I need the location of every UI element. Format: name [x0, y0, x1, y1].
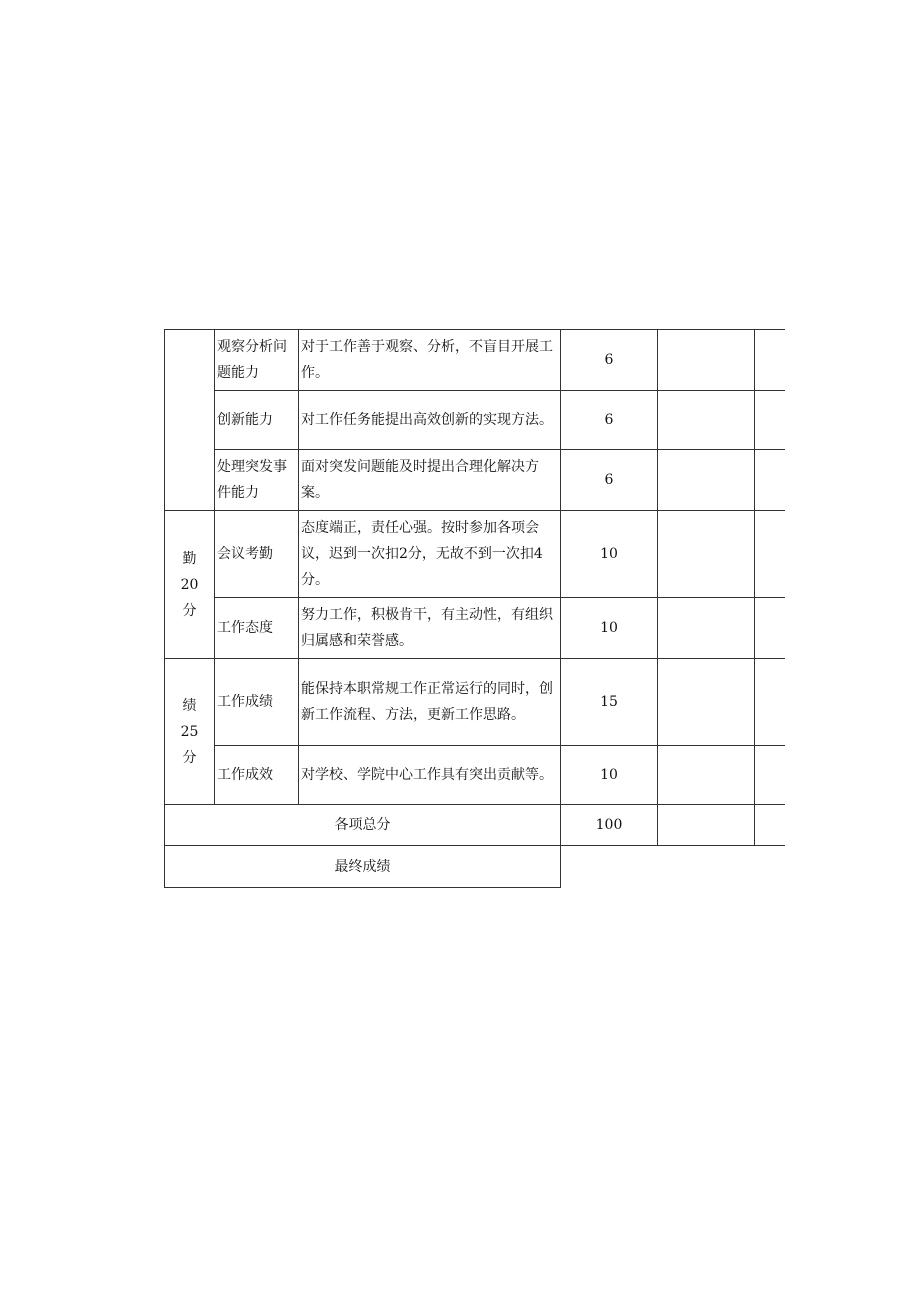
description-cell: 对学校、学院中心工作具有突出贡献等。 — [299, 746, 561, 805]
score-cell: 6 — [561, 450, 658, 511]
category-char: 绩 — [182, 697, 197, 714]
rating-cell — [755, 450, 785, 511]
item-cell: 会议考勤 — [215, 511, 299, 598]
final-label: 最终成绩 — [165, 846, 561, 888]
item-cell: 工作成效 — [215, 746, 299, 805]
description-cell: 努力工作，积极肯干，有主动性，有组织归属感和荣誉感。 — [299, 598, 561, 659]
category-unit: 分 — [182, 602, 197, 619]
total-score: 100 — [561, 805, 658, 846]
table-row — [165, 659, 785, 746]
rating-cell — [658, 330, 755, 391]
item-cell: 观察分析问题能力 — [215, 330, 299, 391]
description-cell: 对于工作善于观察、分析，不盲目开展工作。 — [299, 330, 561, 391]
rating-cell — [658, 450, 755, 511]
category-cell-ability — [165, 330, 215, 511]
rating-cell — [755, 805, 785, 846]
item-cell: 工作态度 — [215, 598, 299, 659]
score-cell: 15 — [561, 659, 658, 746]
rating-cell — [755, 330, 785, 391]
score-cell: 6 — [561, 391, 658, 450]
description-cell: 能保持本职常规工作正常运行的同时，创新工作流程、方法，更新工作思路。 — [299, 659, 561, 746]
description-cell: 对工作任务能提出高效创新的实现方法。 — [299, 391, 561, 450]
score-cell: 10 — [561, 598, 658, 659]
rating-cell — [658, 511, 755, 598]
table-row — [165, 450, 785, 511]
table-row — [165, 511, 785, 598]
rating-cell — [755, 511, 785, 598]
evaluation-table — [164, 329, 785, 888]
category-score: 20 — [180, 576, 199, 593]
item-cell: 处理突发事件能力 — [215, 450, 299, 511]
category-cell-ji — [165, 659, 215, 805]
score-cell: 10 — [561, 746, 658, 805]
category-score: 25 — [180, 723, 199, 740]
table-row — [165, 391, 785, 450]
score-cell: 6 — [561, 330, 658, 391]
table-row — [165, 598, 785, 659]
rating-cell — [658, 659, 755, 746]
total-row — [165, 805, 785, 846]
final-row — [165, 846, 785, 888]
category-cell-qin — [165, 511, 215, 659]
rating-cell — [755, 746, 785, 805]
category-unit: 分 — [182, 749, 197, 766]
rating-cell — [658, 805, 755, 846]
rating-cell — [755, 659, 785, 746]
description-cell: 面对突发问题能及时提出合理化解决方案。 — [299, 450, 561, 511]
description-cell: 态度端正，责任心强。按时参加各项会议，迟到一次扣2分，无故不到一次扣4分。 — [299, 511, 561, 598]
rating-cell — [658, 598, 755, 659]
item-cell: 工作成绩 — [215, 659, 299, 746]
table-row — [165, 746, 785, 805]
item-cell: 创新能力 — [215, 391, 299, 450]
category-char: 勤 — [182, 550, 197, 567]
rating-cell — [755, 391, 785, 450]
score-cell: 10 — [561, 511, 658, 598]
table-row — [165, 330, 785, 391]
total-label: 各项总分 — [165, 805, 561, 846]
rating-cell — [658, 746, 755, 805]
rating-cell — [658, 391, 755, 450]
rating-cell — [755, 598, 785, 659]
